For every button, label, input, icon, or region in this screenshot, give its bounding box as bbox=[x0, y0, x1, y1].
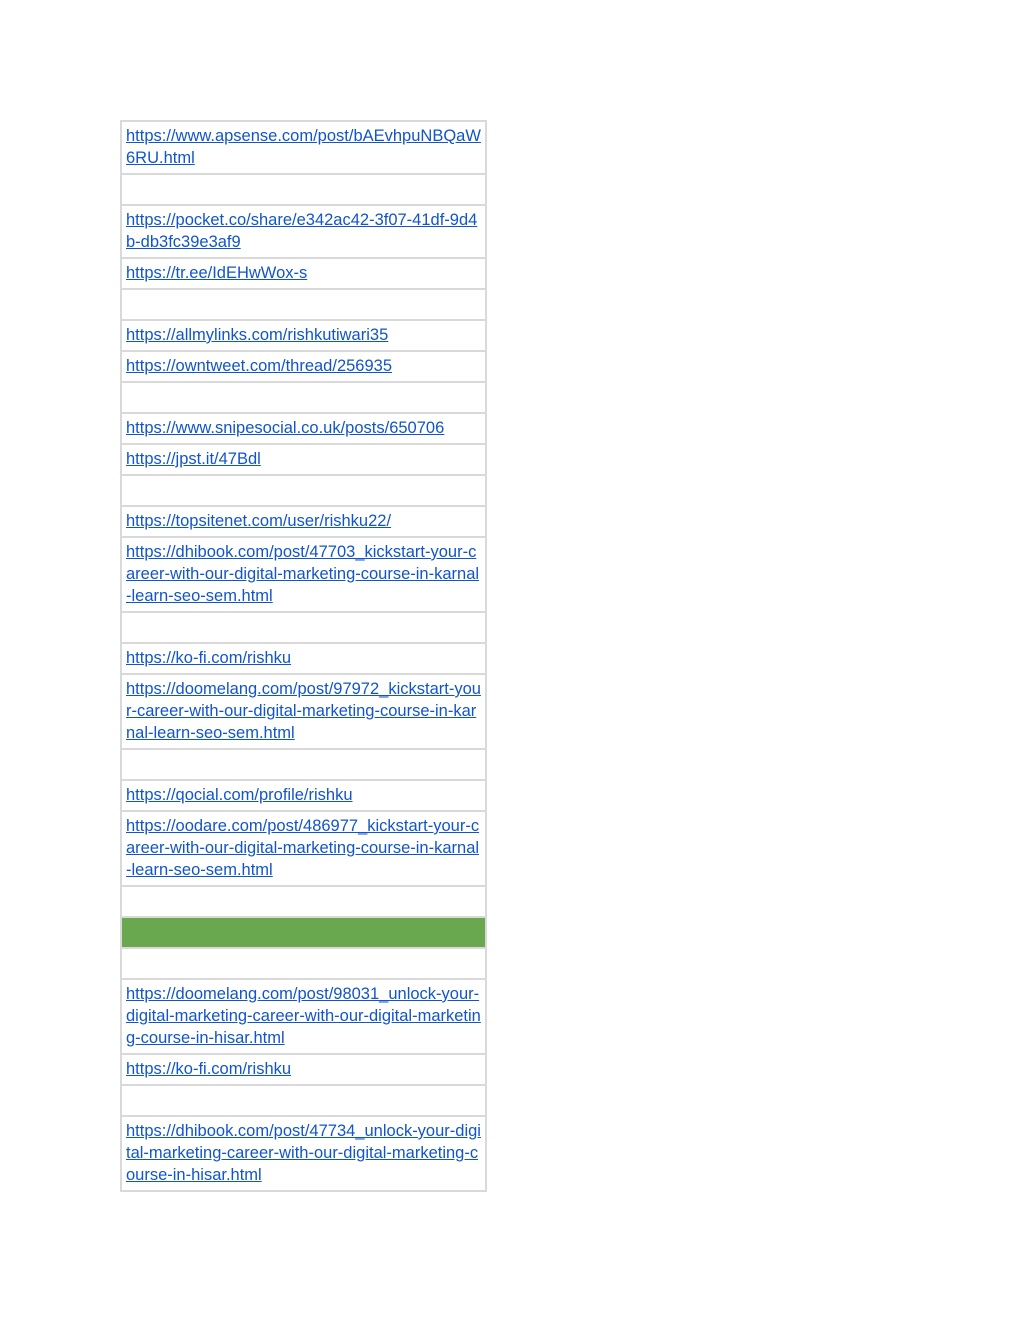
table-cell bbox=[121, 351, 486, 382]
table-cell bbox=[121, 205, 486, 258]
empty-cell bbox=[121, 612, 486, 643]
table-row bbox=[121, 979, 486, 1054]
empty-row bbox=[121, 749, 486, 780]
table-row bbox=[121, 674, 486, 749]
highlighted-cell bbox=[121, 917, 486, 948]
url-link[interactable]: https://dhibook.com/post/47703_kickstart-your-career-with-our-digital-marketing-course-in-karnal-learn-seo-sem.html bbox=[126, 543, 480, 605]
highlighted-separator-row bbox=[121, 917, 486, 948]
empty-row bbox=[121, 612, 486, 643]
table-cell bbox=[121, 413, 486, 444]
table-row bbox=[121, 121, 486, 174]
table-cell bbox=[121, 506, 486, 537]
table-cell bbox=[121, 643, 486, 674]
url-link[interactable]: https://ko-fi.com/rishku bbox=[126, 649, 292, 667]
empty-cell bbox=[121, 475, 486, 506]
table-row bbox=[121, 537, 486, 612]
table-cell bbox=[121, 780, 486, 811]
empty-cell bbox=[121, 1085, 486, 1116]
empty-cell bbox=[121, 382, 486, 413]
empty-row bbox=[121, 475, 486, 506]
url-link[interactable]: https://jpst.it/47Bdl bbox=[126, 450, 261, 468]
table-cell bbox=[121, 1054, 486, 1085]
empty-cell bbox=[121, 948, 486, 979]
table-cell bbox=[121, 537, 486, 612]
table-row bbox=[121, 205, 486, 258]
url-link[interactable]: https://qocial.com/profile/rishku bbox=[126, 786, 353, 804]
table-row bbox=[121, 1116, 486, 1191]
links-table-body bbox=[121, 121, 486, 1191]
url-link[interactable]: https://dhibook.com/post/47734_unlock-your-digital-marketing-career-with-our-digital-marketing-course-in-hisar.html bbox=[126, 1122, 481, 1184]
links-table bbox=[120, 120, 487, 1192]
table-row bbox=[121, 413, 486, 444]
empty-row bbox=[121, 886, 486, 917]
url-link[interactable]: https://www.apsense.com/post/bAEvhpuNBQaW6RU.html bbox=[126, 127, 481, 167]
empty-row bbox=[121, 289, 486, 320]
table-row bbox=[121, 258, 486, 289]
url-link[interactable]: https://www.snipesocial.co.uk/posts/650706 bbox=[126, 419, 445, 437]
table-row bbox=[121, 643, 486, 674]
table-row bbox=[121, 506, 486, 537]
table-cell bbox=[121, 444, 486, 475]
table-cell bbox=[121, 320, 486, 351]
empty-row bbox=[121, 382, 486, 413]
table-row bbox=[121, 351, 486, 382]
url-link[interactable]: https://tr.ee/IdEHwWox-s bbox=[126, 264, 308, 282]
empty-row bbox=[121, 174, 486, 205]
table-row bbox=[121, 811, 486, 886]
empty-row bbox=[121, 1085, 486, 1116]
url-link[interactable]: https://allmylinks.com/rishkutiwari35 bbox=[126, 326, 389, 344]
table-row bbox=[121, 444, 486, 475]
table-cell bbox=[121, 121, 486, 174]
url-link[interactable]: https://owntweet.com/thread/256935 bbox=[126, 357, 392, 375]
empty-cell bbox=[121, 174, 486, 205]
table-row bbox=[121, 780, 486, 811]
url-link[interactable]: https://topsitenet.com/user/rishku22/ bbox=[126, 512, 392, 530]
table-cell bbox=[121, 811, 486, 886]
empty-cell bbox=[121, 289, 486, 320]
url-link[interactable]: https://doomelang.com/post/97972_kickstart-your-career-with-our-digital-marketing-course-in-karnal-learn-seo-sem.html bbox=[126, 680, 481, 742]
url-link[interactable]: https://doomelang.com/post/98031_unlock-your-digital-marketing-career-with-our-digital-marketing-course-in-hisar.html bbox=[126, 985, 481, 1047]
table-cell bbox=[121, 1116, 486, 1191]
empty-row bbox=[121, 948, 486, 979]
table-cell bbox=[121, 258, 486, 289]
empty-cell bbox=[121, 886, 486, 917]
table-cell bbox=[121, 979, 486, 1054]
url-link[interactable]: https://ko-fi.com/rishku bbox=[126, 1060, 292, 1078]
table-row bbox=[121, 1054, 486, 1085]
url-link[interactable]: https://pocket.co/share/e342ac42-3f07-41df-9d4b-db3fc39e3af9 bbox=[126, 211, 478, 251]
empty-cell bbox=[121, 749, 486, 780]
table-cell bbox=[121, 674, 486, 749]
url-link[interactable]: https://oodare.com/post/486977_kickstart-your-career-with-our-digital-marketing-course-in-karnal-learn-seo-sem.html bbox=[126, 817, 480, 879]
table-row bbox=[121, 320, 486, 351]
